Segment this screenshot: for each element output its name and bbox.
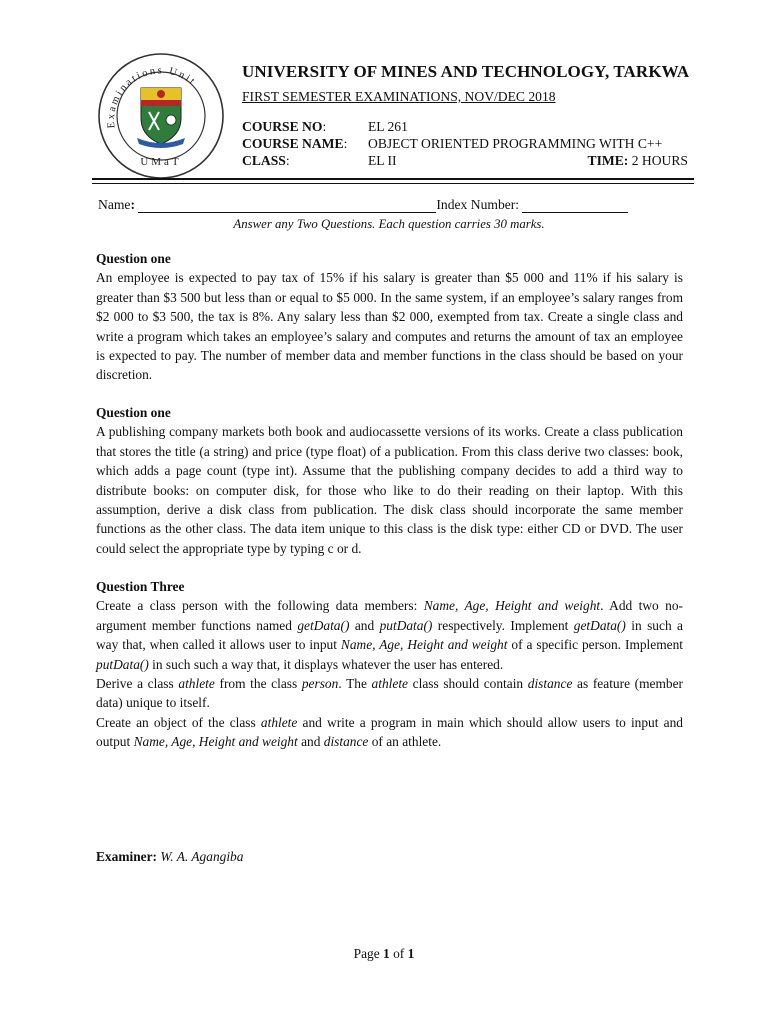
exam-instructions: Answer any Two Questions. Each question carries 30 marks. (233, 217, 545, 231)
course-name-label: COURSE NAME: (242, 136, 348, 151)
university-title: UNIVERSITY OF MINES AND TECHNOLOGY, TARKWA (242, 62, 690, 81)
page-total: 1 (407, 946, 415, 961)
course-no-row (242, 118, 688, 135)
time-info (588, 152, 688, 169)
course-name-row (242, 135, 688, 152)
seal-arc-text: Examinations Unit (105, 65, 199, 129)
page-footer (0, 946, 768, 962)
course-no-value: EL 261 (368, 119, 408, 134)
examiner-name: W. A. Agangiba (160, 849, 244, 864)
course-name-value: OBJECT ORIENTED PROGRAMMING WITH C++ (368, 136, 663, 151)
index-number-label: Index Number: (436, 197, 520, 212)
class-row (242, 152, 688, 169)
examiner-label: Examiner: (96, 849, 157, 864)
question-2 (96, 403, 683, 558)
question-2-body: A publishing company markets both book and audiocassette versions of its works. Create a class publication that stores the title (a string) and price (type float) of a publication. From this class derive two classes: book, which adds a page count (type int). Assume that the publishing company decides to add a third way to distribute books: on computer disk, for those who like to do their reading on their laptop. With this assumption, derive a disk class from publication. The disk class should incorporate the same member functions as the other class. The data item unique to this class is the disk type: either CD or DVD. The user could select the appropriate type by typing c or d. (96, 424, 683, 556)
question-1-title: Question one (96, 251, 171, 266)
name-label: Name (98, 197, 131, 212)
index-number-field[interactable] (522, 198, 628, 213)
class-label: CLASS: (242, 153, 290, 168)
of-word: of (393, 946, 405, 961)
university-crest-icon (137, 88, 185, 148)
course-meta (242, 118, 688, 169)
examiner-line (96, 849, 243, 865)
question-3-para-3: Create an object of the class athlete and write a program in main which should allow users to input and output Name, Age, Height and weight and distance of an athlete. (96, 714, 683, 750)
question-3 (96, 577, 683, 752)
time-value: 2 HOURS (631, 153, 688, 168)
page-number: 1 (383, 946, 390, 961)
question-3-title: Question Three (96, 579, 185, 594)
time-label: TIME: (587, 153, 629, 168)
header-rule-thin (92, 183, 694, 184)
page-word: Page (353, 946, 380, 961)
question-3-para-1: Create a class person with the following data members: Name, Age, Height and weight. Add two no-argument member functions named getData() and putData() respectively. Implement getData() in such a way that, when called it allows user to input Name, Age, Height and weight of a specific person. Implement putData() in such such a way that, it displays whatever the user has entered. (96, 598, 683, 672)
name-field[interactable] (138, 198, 436, 213)
student-details-line: Name: Index Number: (98, 197, 628, 213)
class-value: EL II (368, 153, 397, 168)
question-1 (96, 249, 683, 385)
seal-bottom-text: UMaT (140, 156, 182, 168)
course-no-label: COURSE NO: (242, 119, 327, 134)
question-3-para-2: Derive a class athlete from the class person. The athlete class should contain distance as feature (member data) unique to itself. (96, 676, 683, 711)
examinations-unit-seal (97, 52, 225, 180)
header-rule-thick (92, 178, 694, 180)
question-2-title: Question one (96, 405, 171, 420)
exam-title: FIRST SEMESTER EXAMINATIONS, NOV/DEC 2018 (242, 89, 556, 104)
question-1-body: An employee is expected to pay tax of 15% if his salary is greater than $5 000 and 11% if his salary is greater than $3 500 but less than or equal to $5 000. In the same system, if an employee’s salary ranges from $2 000 to $3 500, the tax is 8%. Any salary less than $2 000, exempted from tax. Create a single class and write a program which takes an employee’s salary and computes and returns the amount of tax an employee is expected to pay. The number of member data and member functions in the class should be based on your discretion. (96, 270, 683, 383)
